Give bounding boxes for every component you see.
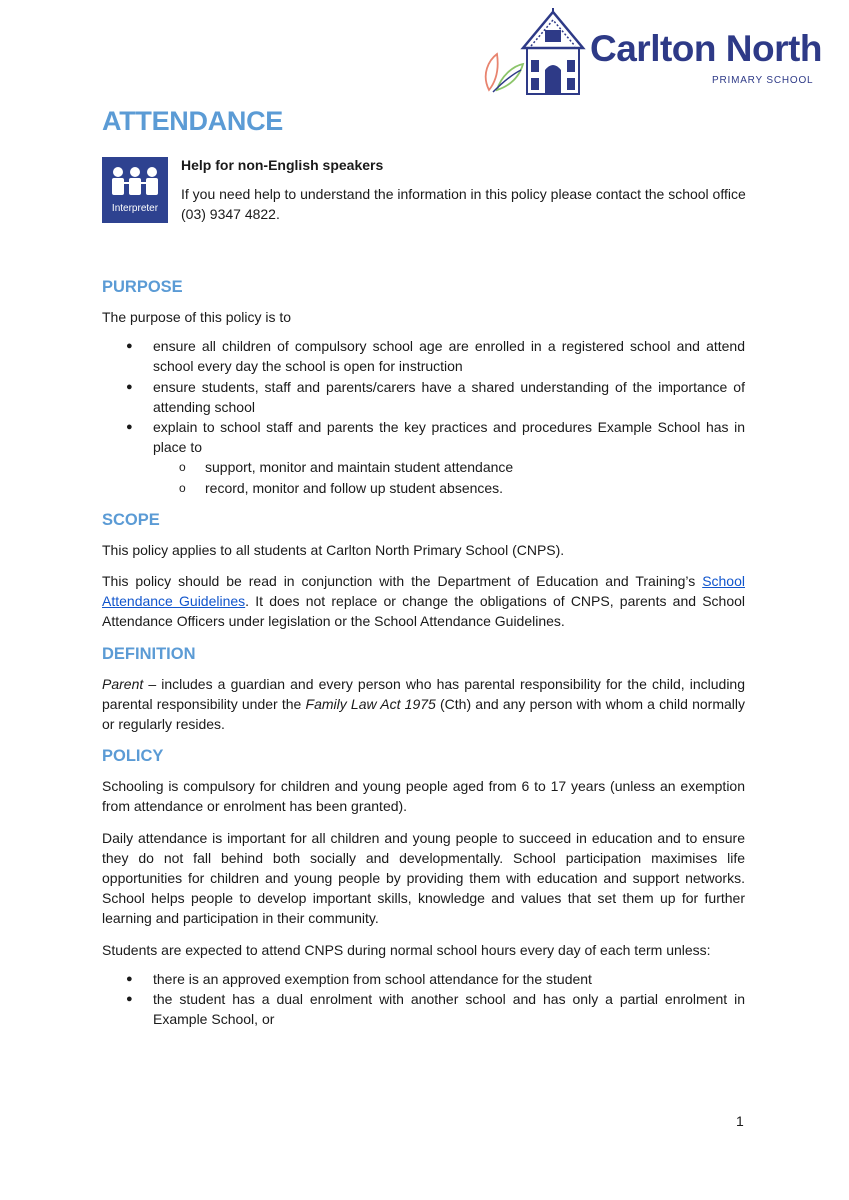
list-item: ● there is an approved exemption from school attendance for the student	[102, 969, 745, 989]
list-item: ● ensure all children of compulsory school age are enrolled in a registered school and attend school every day the school is open for instruction	[102, 336, 745, 376]
definition-heading: DEFINITION	[102, 644, 196, 663]
interpreter-icon	[102, 157, 168, 223]
list-item	[102, 417, 745, 498]
list-item-text: explain to school staff and parents the key practices and procedures Example School has in place to	[153, 419, 745, 456]
policy-paragraph-1: Schooling is compulsory for children and young people aged from 6 to 17 years (unless an exemption from attendance or enrolment has been granted).	[102, 778, 745, 815]
help-block	[181, 155, 751, 224]
school-name: Carlton North	[590, 28, 822, 69]
page-number: 1	[736, 1113, 744, 1129]
people-icon	[102, 157, 168, 203]
policy-heading: POLICY	[102, 747, 164, 766]
policy-content	[102, 276, 745, 1040]
school-attendance-guidelines-link[interactable]: School Attendance Guidelines	[102, 573, 745, 610]
act-name: Family Law Act 1975	[305, 695, 436, 712]
school-subtitle: PRIMARY SCHOOL	[712, 75, 814, 86]
sub-list-item: o record, monitor and follow up student absences.	[153, 478, 745, 498]
purpose-list	[102, 336, 745, 498]
scope-text: This policy should be read in conjunction with the Department of Education and Training’s	[102, 573, 703, 590]
purpose-sublist	[153, 457, 745, 497]
policy-list	[102, 969, 745, 1030]
list-item: ● the student has a dual enrolment with another school and has only a partial enrolment in Example School, or	[102, 989, 745, 1029]
purpose-intro: The purpose of this policy is to	[102, 309, 292, 325]
scope-text: . It does not replace or change the obligations of CNPS, parents and School Attendance Officers under legislation or the School Attendance Guidelines.	[102, 593, 746, 630]
definition-term: Parent	[102, 675, 144, 692]
policy-paragraph-2: Daily attendance is important for all children and young people to succeed in education and to ensure they do not fall behind both socially and developmentally. School participation maximises life opportunities for children and young people by providing them with education and support networks. School helps people to develop important skills, knowledge and values that set them up for further learning and participation in their community.	[102, 829, 745, 927]
interpreter-label: Interpreter	[111, 203, 159, 214]
sub-list-item: o support, monitor and maintain student attendance	[153, 457, 745, 477]
scope-paragraph-2	[102, 571, 745, 632]
definition-paragraph	[102, 674, 745, 735]
school-logo	[483, 8, 823, 100]
definition-text: – includes a guardian and every person who has parental responsibility for the child, including parental responsibility under the	[102, 675, 745, 712]
policy-paragraph-3: Students are expected to attend CNPS during normal school hours every day of each term unless:	[102, 941, 711, 958]
scope-paragraph-1: This policy applies to all students at Carlton North Primary School (CNPS).	[102, 541, 565, 558]
scope-heading: SCOPE	[102, 510, 160, 529]
school-building-icon	[483, 8, 593, 100]
purpose-heading: PURPOSE	[102, 278, 183, 296]
page-title: ATTENDANCE	[102, 106, 283, 136]
list-item: ● ensure students, staff and parents/carers have a shared understanding of the importance of attending school	[102, 377, 745, 417]
definition-text: (Cth) and any person with whom a child normally or regularly resides.	[102, 695, 746, 733]
help-text: If you need help to understand the information in this policy please contact the school office (03) 9347 4822.	[181, 186, 746, 222]
help-heading: Help for non-English speakers	[181, 157, 384, 173]
